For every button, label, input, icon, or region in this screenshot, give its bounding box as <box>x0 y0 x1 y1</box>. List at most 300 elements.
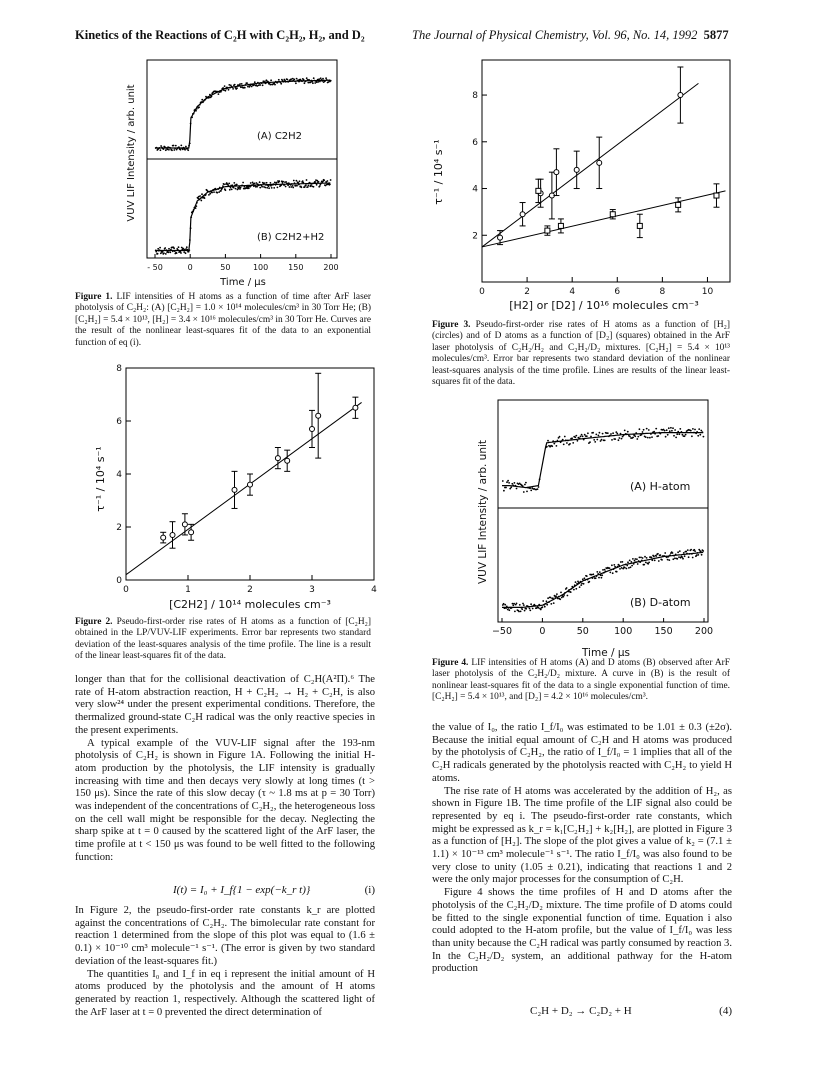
fig4b-data-point <box>669 554 671 556</box>
fig4b-data-point <box>668 556 670 558</box>
fig1a-data-point <box>201 99 203 101</box>
fig4a-data-point <box>510 486 512 488</box>
fig1a-data-point <box>294 81 296 83</box>
fig4b-data-point <box>609 572 611 574</box>
fig4b-data-point <box>697 554 699 556</box>
fig1a-data-point <box>184 149 186 151</box>
fig4b-data-point <box>540 609 542 611</box>
fig1b-data-point <box>244 186 246 188</box>
fig4b-data-point <box>687 549 689 551</box>
fig4b-data-point <box>542 600 544 602</box>
fig4-xtick-label: −50 <box>491 626 513 637</box>
fig4a-data-point <box>554 441 556 443</box>
fig3-ytick-label: 6 <box>472 137 478 148</box>
fig4a-data-point <box>586 435 588 437</box>
fig1a-data-point <box>274 84 276 86</box>
fig1b-data-point <box>265 184 267 186</box>
figure-3-caption <box>432 320 730 388</box>
fig4b-data-point <box>508 607 510 609</box>
fig4b-data-point <box>612 572 614 574</box>
fig1b-data-point <box>277 187 279 189</box>
fig1b-data-point <box>236 184 238 186</box>
fig4b-data-point <box>682 558 684 560</box>
fig4a-data-point <box>641 434 643 436</box>
fig4b-data-point <box>660 554 662 556</box>
fig4a-data-point <box>637 436 639 438</box>
fig1b-data-point <box>261 186 263 188</box>
fig1b-data-point <box>159 247 161 249</box>
fig2-circle-marker <box>275 456 280 461</box>
fig2-circle-marker <box>353 405 358 410</box>
fig4b-data-point <box>550 603 552 605</box>
fig1a-data-point <box>239 83 241 85</box>
fig4b-data-point <box>580 584 582 586</box>
fig3-xlabel: [H2] or [D2] / 10¹⁶ molecules cm⁻³ <box>509 299 699 312</box>
left-paragraph-1: longer than that for the collisional deactivation of C₂H(A²Π).⁶ The rate of H-atom abstraction reaction, H + C₂H₂ → H₂ + C₂H, is also very slow²⁴ under the present experimental conditions. Therefore, the thermalized ground-state C₂H radical was the only reactive species in the present experiments. <box>75 674 375 736</box>
fig1b-data-point <box>223 183 225 185</box>
fig1b-data-point <box>169 252 171 254</box>
fig1b-data-point <box>259 187 261 189</box>
fig2-xtick-label: 0 <box>123 585 129 595</box>
fig1b-data-point <box>178 246 180 248</box>
fig4a-data-point <box>595 434 597 436</box>
fig4a-data-point <box>665 436 667 438</box>
fig4a-data-point <box>657 435 659 437</box>
fig1-xtick-label: 100 <box>252 263 269 272</box>
fig4a-data-point <box>666 429 668 431</box>
figure-1-caption <box>75 292 371 349</box>
equation-4-number: (4) <box>719 1005 732 1017</box>
fig1b-data-point <box>294 182 296 184</box>
fig4b-data-point <box>529 608 531 610</box>
fig4b-data-point <box>557 598 559 600</box>
fig1b-data-point <box>270 185 272 187</box>
fig4-ylabel: VUV LIF Intensity / arb. unit <box>477 439 489 585</box>
fig4b-data-point <box>641 560 643 562</box>
fig4a-data-point <box>583 439 585 441</box>
journal-citation <box>412 28 729 43</box>
fig1b-data-point <box>157 253 159 255</box>
fig1a-data-point <box>280 83 282 85</box>
fig1-xtick-label: - 50 <box>147 263 163 272</box>
fig1a-data-point <box>190 123 192 125</box>
fig4a-data-point <box>670 427 672 429</box>
fig1b-data-point <box>204 197 206 199</box>
fig4a-data-point <box>559 436 561 438</box>
fig4b-data-point <box>613 564 615 566</box>
fig2-circle-marker <box>232 487 237 492</box>
fig1a-data-point <box>265 83 267 85</box>
fig4a-data-point <box>572 442 574 444</box>
fig1b-data-point <box>242 185 244 187</box>
figure-2-caption <box>75 617 371 663</box>
fig1b-data-point <box>168 252 170 254</box>
fig4b-data-point <box>528 606 530 608</box>
fig4-panel-b-label: (B) D-atom <box>630 596 691 609</box>
fig4b-data-point <box>558 596 560 598</box>
fig1a-data-point <box>182 149 184 151</box>
left-column-text-2 <box>75 905 375 1019</box>
fig1a-data-point <box>254 81 256 83</box>
fig1a-data-point <box>234 84 236 86</box>
fig1a-data-point <box>195 110 197 112</box>
fig1a-data-point <box>173 145 175 147</box>
fig4a-data-point <box>515 485 517 487</box>
fig3-square-marker <box>558 223 563 228</box>
fig1a-data-point <box>278 79 280 81</box>
fig4b-data-point <box>690 549 692 551</box>
fig4a-data-point <box>679 428 681 430</box>
fig4a-data-point <box>655 428 657 430</box>
fig4b-data-point <box>621 567 623 569</box>
fig2-ytick-label: 8 <box>116 364 122 374</box>
fig4a-data-point <box>684 435 686 437</box>
fig1a-data-point <box>298 81 300 83</box>
fig1a-data-point <box>204 99 206 101</box>
fig1a-data-point <box>247 86 249 88</box>
fig4a-data-point <box>502 480 504 482</box>
fig4a-data-point <box>675 437 677 439</box>
fig1a-data-point <box>222 87 224 89</box>
fig4b-data-point <box>511 607 513 609</box>
fig1b-data-point <box>258 184 260 186</box>
fig1a-data-point <box>173 149 175 151</box>
fig4b-data-point <box>626 568 628 570</box>
fig4a-data-point <box>507 480 509 482</box>
fig1b-data-point <box>193 209 195 211</box>
fig1b-data-point <box>177 249 179 251</box>
fig4a-data-point <box>649 437 651 439</box>
fig4b-data-point <box>689 553 691 555</box>
fig1b-data-point <box>216 192 218 194</box>
fig4a-data-point <box>538 486 540 488</box>
fig4a-data-point <box>671 430 673 432</box>
fig4a-data-point <box>691 435 693 437</box>
fig2-xlabel: [C2H2] / 10¹⁴ molecules cm⁻³ <box>169 598 331 611</box>
fig1a-data-point <box>285 81 287 83</box>
left-paragraph-4: The quantities I₀ and I_f in eq i represent the initial amount of H atoms produced by the photolysis and the amount of H atoms generated by reaction 1, respectively. Although the scattered light of the ArF laser at t = 0 prevented the direct determination of <box>75 968 375 1018</box>
fig4b-data-point <box>610 569 612 571</box>
fig4a-data-point <box>602 433 604 435</box>
fig1b-data-point <box>308 185 310 187</box>
fig1a-data-point <box>156 147 158 149</box>
fig4a-data-point <box>694 429 696 431</box>
fig4a-data-point <box>604 440 606 442</box>
fig4b-data-point <box>628 567 630 569</box>
fig1b-data-point <box>301 186 303 188</box>
fig2-xtick-label: 4 <box>371 585 377 595</box>
fig3-circle-marker <box>498 235 503 240</box>
fig4b-data-point <box>576 583 578 585</box>
fig4b-data-point <box>544 606 546 608</box>
fig4a-data-point <box>579 437 581 439</box>
fig1a-data-point <box>228 89 230 91</box>
fig4b-data-point <box>552 597 554 599</box>
fig4a-data-point <box>567 440 569 442</box>
fig1a-data-point <box>164 146 166 148</box>
fig4b-data-point <box>635 561 637 563</box>
fig4a-data-point <box>642 431 644 433</box>
fig4b-data-point <box>593 576 595 578</box>
fig1b-data-point <box>228 185 230 187</box>
fig4b-data-point <box>588 581 590 583</box>
fig4a-data-point <box>696 431 698 433</box>
fig1a-data-point <box>259 84 261 86</box>
fig4b-data-point <box>553 602 555 604</box>
fig1b-data-point <box>196 202 198 204</box>
fig3-xtick-label: 0 <box>479 287 485 297</box>
fig4a-data-point <box>647 437 649 439</box>
fig4-xtick-label: 50 <box>576 626 589 637</box>
fig1a-data-point <box>246 82 248 84</box>
fig1b-data-point <box>248 187 250 189</box>
fig3-frame <box>482 60 730 282</box>
fig4b-data-point <box>603 572 605 574</box>
fig1b-data-point <box>268 187 270 189</box>
fig1b-data-point <box>298 184 300 186</box>
fig4b-data-point <box>639 557 641 559</box>
fig1a-data-point <box>317 81 319 83</box>
fig4b-data-point <box>559 598 561 600</box>
fig1a-data-point <box>160 149 162 151</box>
fig1a-data-point <box>303 79 305 81</box>
fig1b-data-point <box>222 185 224 187</box>
fig1b-data-point <box>213 191 215 193</box>
fig4a-data-point <box>610 433 612 435</box>
fig4a-data-point <box>505 487 507 489</box>
fig4b-data-point <box>592 577 594 579</box>
fig4a-data-point <box>703 436 705 438</box>
fig3-ytick-label: 4 <box>472 184 478 195</box>
fig4b-data-point <box>657 553 659 555</box>
fig1a-data-point <box>209 94 211 96</box>
fig4a-data-point <box>589 441 591 443</box>
fig4b-data-point <box>684 555 686 557</box>
fig1b-data-point <box>215 189 217 191</box>
fig4b-data-point <box>694 550 696 552</box>
right-paragraph-1: the value of I₀, the ratio I_f/I₀ was estimated to be 1.01 ± 0.3 (±2σ). Because the initial equal amount of C₂H and H atoms was produced by the photolysis of C₂H₂, the ratio of I_f/I₀ = 1 implies that all of the C₂H radicals generated by the photolysis reacted with C₂H₂ to yield H atoms. <box>432 722 732 784</box>
fig4a-data-point <box>681 431 683 433</box>
fig4a-data-point <box>677 431 679 433</box>
fig4b-data-point <box>644 556 646 558</box>
fig4b-data-point <box>575 588 577 590</box>
fig4b-data-point <box>520 611 522 613</box>
fig4b-data-point <box>633 563 635 565</box>
fig4a-data-point <box>672 427 674 429</box>
fig4a-data-point <box>614 438 616 440</box>
fig4b-data-point <box>678 556 680 558</box>
fig4b-data-point <box>518 611 520 613</box>
fig4b-data-point <box>602 569 604 571</box>
fig4b-data-point <box>605 571 607 573</box>
figure-2-label: Figure 2. <box>75 617 113 627</box>
figure-4-caption-text: LIF intensities of H atoms (A) and D atoms (B) observed after ArF laser photolysis of the C₂H₂/D₂ mixture. A curve in (B) is the result of nonlinear least-squares fit of the data to a single exponential function of time. [C₂H₂] = 5.4 × 10¹³, and [D₂] = 4.2 × 10¹⁶ molecules/cm³. <box>432 658 731 703</box>
fig4b-data-point <box>548 601 550 603</box>
fig4a-data-point <box>645 436 647 438</box>
fig1b-data-point <box>275 184 277 186</box>
fig4b-data-point <box>677 551 679 553</box>
fig4b-data-point <box>626 565 628 567</box>
fig4a-data-point <box>574 436 576 438</box>
fig4b-data-point <box>538 607 540 609</box>
fig4b-data-point <box>522 603 524 605</box>
fig1b-data-point <box>323 179 325 181</box>
fig1a-data-point <box>171 149 173 151</box>
fig1a-data-point <box>163 148 165 150</box>
fig4b-data-point <box>531 606 533 608</box>
fig1b-data-point <box>166 249 168 251</box>
fig3-circle-marker <box>597 160 602 165</box>
fig1b-data-point <box>250 182 252 184</box>
fig4b-data-point <box>504 607 506 609</box>
fig2-circle-marker <box>189 530 194 535</box>
fig1a-data-point <box>193 113 195 115</box>
fig4b-data-point <box>618 565 620 567</box>
fig1a-data-point <box>244 87 246 89</box>
fig4b-data-point <box>634 558 636 560</box>
fig1b-data-point <box>231 189 233 191</box>
fig4a-data-point <box>563 444 565 446</box>
fig1a-data-point <box>261 82 263 84</box>
fig1b-data-point <box>235 188 237 190</box>
fig1b-data-point <box>209 193 211 195</box>
fig1a-data-point <box>330 80 332 82</box>
fig1b-data-point <box>201 193 203 195</box>
fig4b-data-point <box>619 568 621 570</box>
fig1b-data-point <box>273 187 275 189</box>
equation-i-body: I(t) = I₀ + I_f{1 − exp(−k_r t)} <box>173 884 311 896</box>
fig1a-data-point <box>306 77 308 79</box>
fig1b-data-point <box>330 179 332 181</box>
fig4b-data-point <box>674 557 676 559</box>
fig1b-data-point <box>186 246 188 248</box>
fig1a-data-point <box>187 149 189 151</box>
fig4b-data-point <box>668 559 670 561</box>
fig4b-data-point <box>534 605 536 607</box>
fig4a-data-point <box>557 440 559 442</box>
figure-4-label: Figure 4. <box>432 658 469 668</box>
fig3-xtick-label: 2 <box>524 287 530 297</box>
fig1a-data-point <box>208 97 210 99</box>
fig1a-data-point <box>245 84 247 86</box>
fig4b-data-point <box>566 587 568 589</box>
fig1b-data-point <box>233 182 235 184</box>
fig1b-data-point <box>229 189 231 191</box>
fig4b-data-point <box>609 567 611 569</box>
fig1b-data-point <box>220 190 222 192</box>
fig1b-data-point <box>157 248 159 250</box>
fig4b-data-point <box>516 603 518 605</box>
fig4b-data-point <box>681 556 683 558</box>
figure-3-label: Figure 3. <box>432 320 471 330</box>
figure-1-caption-text: LIF intensities of H atoms as a function of time after ArF laser photolysis of C₂H₂: (A) [C₂H₂] = 1.0 × 10¹⁴ molecules/cm³ in 30 Torr He; (B) [C₂H₂] = 5.4 × 10¹³, [H₂] = 3.4 × 10¹⁶ molecules/cm³ in 30 Torr He. Curves are the result of the nonlinear least-squares fit of the data to an exponential function of eq (i). <box>75 292 372 348</box>
fig4b-data-point <box>584 577 586 579</box>
fig1b-data-point <box>297 182 299 184</box>
fig4b-data-point <box>666 556 668 558</box>
fig4a-data-point <box>551 445 553 447</box>
fig4b-data-point <box>685 551 687 553</box>
fig1b-data-point <box>271 187 273 189</box>
fig4b-data-point <box>636 558 638 560</box>
fig1b-data-point <box>306 179 308 181</box>
fig4b-data-point <box>586 575 588 577</box>
fig4b-data-point <box>627 561 629 563</box>
fig4a-data-point <box>592 432 594 434</box>
fig1b-data-point <box>168 248 170 250</box>
fig1b-data-point <box>221 187 223 189</box>
fig4a-data-point <box>616 433 618 435</box>
fig4b-data-point <box>601 577 603 579</box>
fig1-xtick-label: 150 <box>288 263 304 272</box>
fig1a-data-point <box>232 88 234 90</box>
fig3-square-marker <box>637 223 642 228</box>
fig4b-data-point <box>592 573 594 575</box>
fig1-xtick-label: 50 <box>220 263 231 272</box>
fig1a-data-point <box>170 147 172 149</box>
fig1a-data-point <box>232 86 234 88</box>
fig4b-data-point <box>556 593 558 595</box>
fig4a-data-point <box>690 430 692 432</box>
fig1a-data-point <box>201 101 203 103</box>
fig3-circle-marker <box>520 212 525 217</box>
fig4a-data-point <box>627 431 629 433</box>
fig4b-data-point <box>664 552 666 554</box>
fig4b-data-point <box>512 605 514 607</box>
fig3-square-marker <box>536 188 541 193</box>
fig4a-data-point <box>564 436 566 438</box>
fig4b-data-point <box>574 584 576 586</box>
fig4b-data-point <box>600 574 602 576</box>
fig4a-data-point <box>609 435 611 437</box>
fig4a-data-point <box>636 438 638 440</box>
fig4b-data-point <box>550 597 552 599</box>
fig1b-data-point <box>225 189 227 191</box>
fig1b-data-point <box>162 250 164 252</box>
fig4b-data-point <box>630 561 632 563</box>
fig4b-data-point <box>692 557 694 559</box>
fig1b-data-point <box>266 182 268 184</box>
fig3-square-marker <box>676 202 681 207</box>
fig1b-data-point <box>155 251 157 253</box>
fig1b-data-point <box>273 183 275 185</box>
fig4b-data-point <box>572 587 574 589</box>
fig4a-data-point <box>646 428 648 430</box>
fig1b-data-point <box>292 185 294 187</box>
fig1a-data-point <box>180 149 182 151</box>
fig1a-data-point <box>241 83 243 85</box>
figure-3 <box>428 52 738 312</box>
fig4b-data-point <box>514 611 516 613</box>
fig4a-data-point <box>634 435 636 437</box>
fig4b-data-point <box>688 556 690 558</box>
fig1b-data-point <box>283 184 285 186</box>
fig4b-data-point <box>640 557 642 559</box>
fig4a-data-point <box>596 439 598 441</box>
fig4b-data-point <box>617 566 619 568</box>
fig4a-data-point <box>526 491 528 493</box>
fig1b-data-point <box>174 250 176 252</box>
fig1a-data-point <box>251 86 253 88</box>
fig1b-data-point <box>293 180 295 182</box>
fig1b-data-point <box>232 184 234 186</box>
fig4b-data-point <box>639 561 641 563</box>
fig1a-data-point <box>287 79 289 81</box>
fig4b-data-point <box>643 564 645 566</box>
page-number: 5877 <box>703 28 729 42</box>
fig4a-data-point <box>506 481 508 483</box>
fig4-xtick-label: 0 <box>539 626 546 637</box>
fig4b-data-point <box>697 552 699 554</box>
